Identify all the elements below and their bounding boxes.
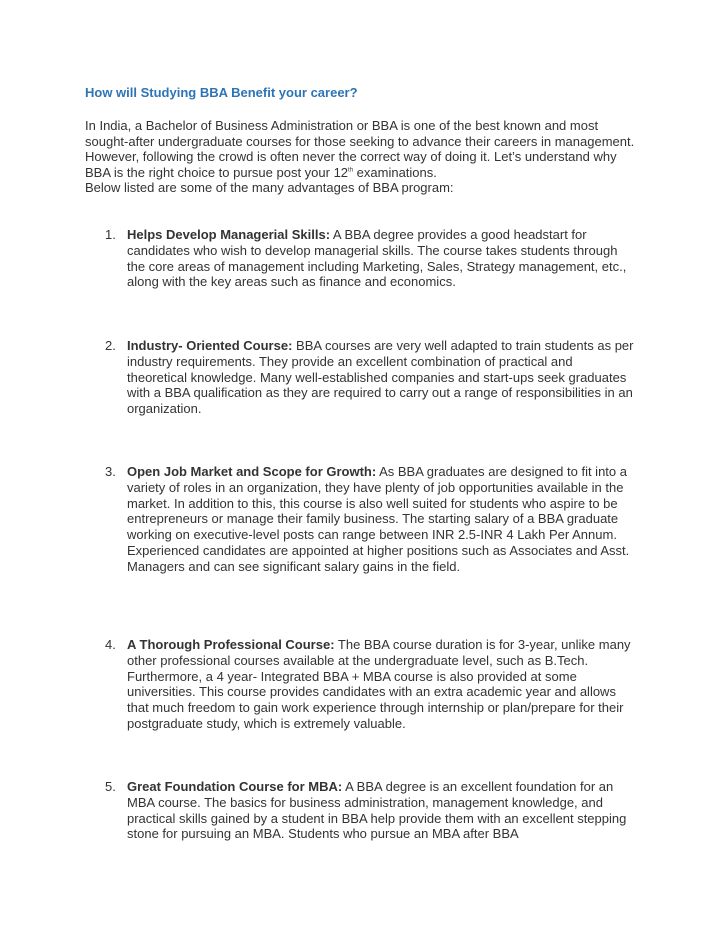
list-item-body [127,464,635,575]
list-item-heading: Great Foundation Course for MBA: [127,779,343,794]
list-item-text: BBA courses are very well adapted to train students as per industry requirements. They provide an excellent combination of practical and theoretical knowledge. Many well-established companies and start-ups seek graduates with a BBA qualification as they are required to carry out a range of responsibilities in an organization. [127,338,634,417]
intro-line-end: examinations. [353,164,437,180]
list-number: 3. [105,464,116,479]
list-number: 2. [105,338,116,353]
intro-list-lead: Below listed are some of the many advantages of BBA program: [85,180,454,196]
list-item-heading: A Thorough Professional Course: [127,637,335,652]
superscript-th: th [348,167,354,174]
list-item-4 [105,637,635,732]
list-item-heading: Helps Develop Managerial Skills: [127,227,331,242]
intro-paragraph [85,118,640,196]
list-number: 1. [105,227,116,242]
list-item-text: A BBA degree provides a good headstart for candidates who wish to develop managerial skills. The course takes students through the core areas of management including Marketing, Sales, Strategy management, etc., along with the key areas such as finance and economics. [127,227,627,290]
list-item-heading: Industry- Oriented Course: [127,338,293,353]
list-number: 5. [105,779,116,794]
list-item-heading: Open Job Market and Scope for Growth: [127,464,377,479]
list-item-1 [105,227,635,290]
list-item-text: A BBA degree is an excellent foundation for an MBA course. The basics for business administration, management knowledge, and practical skills gained by a student in BBA help provide them with an excellent stepping stone for pursuing an MBA. Students who pursue an MBA after BBA [127,779,627,842]
list-item-2 [105,338,635,417]
list-item-3 [105,464,635,575]
list-item-body [127,779,635,842]
list-item-5 [105,779,635,842]
intro-text [85,118,640,180]
list-number: 4. [105,637,116,652]
list-item-text: As BBA graduates are designed to fit into a variety of roles in an organization, they have plenty of job opportunities available in the market. In addition to this, this course is also well suited for students who aspire to be entrepreneurs or manage their family business. The starting salary of a BBA graduate working on executive-level posts can range between INR 2.5-INR 4 Lakh Per Annum. Experienced candidates are appointed at higher positions such as Associates and Asst. Managers and can see significant salary gains in the field. [127,464,630,574]
list-item-body [127,637,635,732]
list-item-text: The BBA course duration is for 3-year, unlike many other professional courses available at the undergraduate level, such as B.Tech. Furthermore, a 4 year- Integrated BBA + MBA course is also provided at some universities. This course provides candidates with an extra academic year and allows that much freedom to gain work experience through internship or plan/prepare for their postgraduate study, which is extremely valuable. [127,637,631,731]
list-item-body [127,227,635,290]
page-title: How will Studying BBA Benefit your career? [85,85,358,100]
intro-line: In India, a Bachelor of Business Administration or BBA is one of the best known and most sought-after undergraduate courses for those seeking to advance their careers in management. However, following the crowd is often never the correct way of doing it. Let’s understand why BBA is the right choice to pursue post your 12 [85,118,635,180]
list-item-body [127,338,635,417]
